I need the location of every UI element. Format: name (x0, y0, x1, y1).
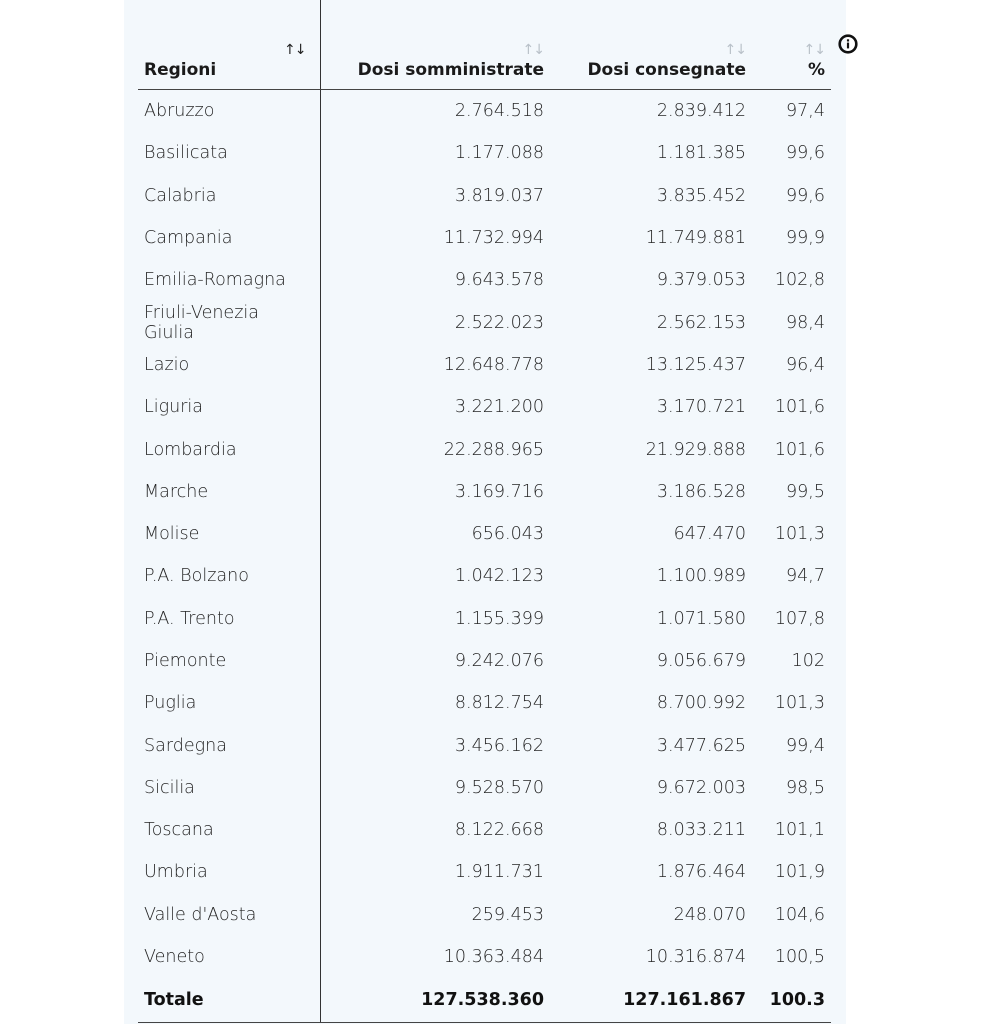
cell-delivered: 248.070 (673, 904, 746, 925)
cell-region: P.A. Trento (138, 598, 320, 640)
sort-arrows-icon[interactable]: ↑↓ (284, 42, 306, 58)
cell-percent: 100.3 (752, 978, 831, 1023)
cell-region: Umbria (138, 851, 320, 893)
cell-administered: 1.042.123 (454, 566, 544, 587)
cell-administered: 259.453 (471, 904, 544, 925)
cell-delivered: 1.071.580 (656, 608, 746, 629)
table-total-row (138, 978, 831, 1023)
cell-percent: 99,6 (786, 143, 825, 164)
cell-delivered: 3.477.625 (656, 735, 746, 756)
cell-region: Sardegna (138, 724, 320, 766)
cell-region: Lombardia (138, 428, 320, 470)
cell-administered: 9.242.076 (454, 651, 544, 671)
table-row (138, 471, 831, 513)
cell-percent: 97,4 (786, 101, 825, 122)
cell-percent: 99,6 (786, 185, 825, 206)
cell-administered: 127.538.360 (320, 978, 550, 1023)
table-row (138, 428, 831, 470)
cell-region: Emilia-Romagna (138, 259, 320, 301)
cell-delivered: 9.672.003 (656, 777, 746, 798)
cell-administered: 3.456.162 (454, 735, 544, 756)
column-header-label: % (807, 60, 825, 80)
cell-percent: 102 (791, 651, 825, 671)
column-header-label: Dosi consegnate (587, 60, 746, 80)
table-row (138, 894, 831, 936)
cell-delivered: 9.056.679 (656, 651, 746, 671)
table-row (138, 175, 831, 217)
cell-delivered: 8.033.211 (656, 820, 746, 841)
column-header-administered[interactable] (320, 0, 550, 90)
cell-delivered: 21.929.888 (645, 439, 746, 460)
cell-administered: 8.812.754 (454, 693, 544, 714)
cell-percent: 102,8 (774, 270, 825, 291)
table-row (138, 851, 831, 893)
cell-percent: 104,6 (774, 904, 825, 925)
cell-administered: 1.177.088 (454, 143, 544, 164)
cell-region: Abruzzo (138, 90, 320, 133)
cell-region: Veneto (138, 936, 320, 978)
table-row (138, 386, 831, 428)
table-row (138, 301, 831, 343)
cell-administered: 9.643.578 (454, 270, 544, 291)
cell-region: Calabria (138, 175, 320, 217)
cell-administered: 2.764.518 (454, 101, 544, 122)
cell-percent: 99,4 (786, 735, 825, 756)
cell-percent: 107,8 (774, 608, 825, 629)
cell-region: Valle d'Aosta (138, 894, 320, 936)
cell-delivered: 2.839.412 (656, 101, 746, 122)
table-row (138, 598, 831, 640)
cell-region: Campania (138, 217, 320, 259)
table-row (138, 555, 831, 597)
cell-percent: 101,3 (774, 524, 825, 545)
cell-delivered: 1.876.464 (656, 862, 746, 883)
column-header-region[interactable] (138, 0, 320, 90)
info-circle-icon[interactable] (838, 34, 858, 54)
cell-delivered: 3.186.528 (656, 481, 746, 502)
cell-delivered: 3.835.452 (656, 185, 746, 206)
cell-percent: 94,7 (786, 566, 825, 587)
cell-region: Liguria (138, 386, 320, 428)
cell-administered: 10.363.484 (443, 947, 544, 968)
cell-administered: 3.819.037 (454, 185, 544, 206)
table-row (138, 513, 831, 555)
cell-administered: 22.288.965 (443, 439, 544, 460)
cell-percent: 101,9 (774, 862, 825, 883)
table-row (138, 682, 831, 724)
cell-region: Sicilia (138, 767, 320, 809)
cell-delivered: 8.700.992 (656, 693, 746, 714)
cell-region: Toscana (138, 809, 320, 851)
sort-arrows-icon[interactable]: ↑↓ (724, 42, 746, 58)
table-row (138, 90, 831, 133)
cell-delivered: 11.749.881 (645, 228, 746, 249)
cell-region: Molise (138, 513, 320, 555)
cell-percent: 101,3 (774, 693, 825, 714)
table-row (138, 640, 831, 682)
table-row (138, 217, 831, 259)
cell-percent: 98,4 (786, 312, 825, 333)
cell-delivered: 13.125.437 (645, 354, 746, 375)
cell-administered: 3.221.200 (454, 397, 544, 418)
cell-region: Puglia (138, 682, 320, 724)
cell-region: P.A. Bolzano (138, 555, 320, 597)
cell-administered: 11.732.994 (443, 228, 544, 249)
cell-percent: 98,5 (786, 777, 825, 798)
cell-region: Marche (138, 471, 320, 513)
table-row (138, 809, 831, 851)
cell-delivered: 3.170.721 (656, 397, 746, 418)
cell-administered: 1.155.399 (454, 608, 544, 629)
cell-delivered: 1.181.385 (656, 143, 746, 164)
cell-delivered: 647.470 (673, 524, 746, 545)
table-row (138, 344, 831, 386)
vaccine-doses-table (138, 0, 831, 1023)
column-header-label: Regioni (144, 60, 217, 80)
cell-administered: 12.648.778 (443, 354, 544, 375)
table-header-row (138, 0, 831, 90)
cell-percent: 100,5 (774, 947, 825, 968)
table-row (138, 767, 831, 809)
cell-administered: 9.528.570 (454, 777, 544, 798)
cell-percent: 96,4 (786, 354, 825, 375)
cell-administered: 656.043 (471, 524, 544, 545)
column-header-percent[interactable] (752, 0, 831, 90)
cell-delivered: 1.100.989 (656, 566, 746, 587)
cell-percent: 99,9 (786, 228, 825, 249)
sort-arrows-icon[interactable]: ↑↓ (522, 42, 544, 58)
sort-arrows-icon[interactable]: ↑↓ (803, 42, 825, 58)
table-body (138, 90, 831, 1023)
cell-administered: 2.522.023 (454, 312, 544, 333)
table-row (138, 259, 831, 301)
cell-region: Piemonte (138, 640, 320, 682)
cell-percent: 101,6 (774, 397, 825, 418)
cell-delivered: 127.161.867 (550, 978, 752, 1023)
column-header-label: Dosi somministrate (357, 60, 544, 80)
cell-region: Lazio (138, 344, 320, 386)
cell-delivered: 10.316.874 (645, 947, 746, 968)
cell-delivered: 2.562.153 (656, 312, 746, 333)
cell-administered: 1.911.731 (454, 862, 544, 883)
cell-administered: 3.169.716 (454, 481, 544, 502)
table-row (138, 132, 831, 174)
cell-delivered: 9.379.053 (656, 270, 746, 291)
cell-administered: 8.122.668 (454, 820, 544, 841)
cell-region: Friuli-Venezia Giulia (138, 301, 320, 343)
cell-region: Basilicata (138, 132, 320, 174)
table-row (138, 936, 831, 978)
cell-percent: 101,1 (774, 820, 825, 841)
cell-region: Totale (138, 978, 320, 1023)
column-header-delivered[interactable] (550, 0, 752, 90)
table-row (138, 724, 831, 766)
cell-percent: 101,6 (774, 439, 825, 460)
cell-percent: 99,5 (786, 481, 825, 502)
